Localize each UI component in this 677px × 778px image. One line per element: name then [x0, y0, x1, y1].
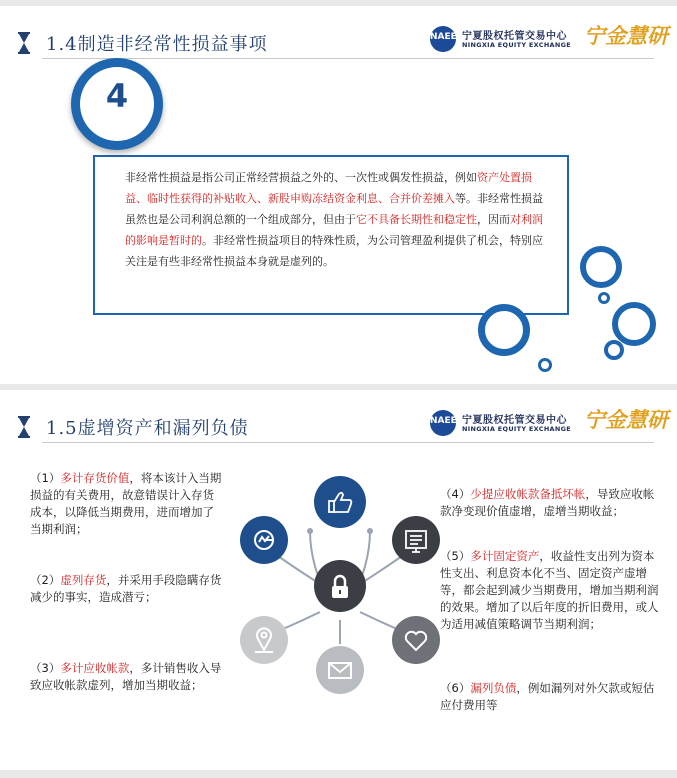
decor-ring: [598, 292, 610, 304]
title-divider: [42, 442, 654, 443]
item-num: （2）: [30, 573, 61, 587]
logo-name-cn: 宁夏股权托管交易中心: [462, 31, 567, 42]
item-key: 少提应收帐款备抵坏帐: [470, 487, 586, 501]
body-text: 。非经常性损益项目的特殊性质，为公司管理盈利提供了机会，特别应关注是有些非经常性损益本身就是虚列的。: [125, 234, 543, 268]
slide-header: [0, 390, 677, 450]
item-num: （6）: [440, 681, 471, 695]
hub-node-lower-left: [240, 616, 288, 664]
list-item: [440, 680, 660, 714]
page-title: 1.4制造非经常性损益事项: [46, 34, 268, 55]
item-num: （4）: [440, 487, 471, 501]
item-key: 多计固定资产: [470, 549, 540, 563]
hub-node-top: [314, 476, 366, 528]
decor-ring: [604, 340, 624, 360]
item-rest: ，并采用手段隐瞒存货减少的事实，造成潜亏；: [30, 573, 222, 604]
definition-text: [125, 167, 553, 272]
list-item: [30, 470, 225, 538]
badge-number: 4: [105, 77, 129, 115]
slide-2: [0, 390, 677, 770]
body-text: ，因而: [477, 213, 510, 226]
hub-node-bottom: [316, 646, 364, 694]
hourglass-icon: [18, 416, 30, 438]
decor-ring: [580, 246, 622, 288]
hub-diagram: [240, 476, 440, 696]
exchange-logo: [430, 410, 580, 442]
calligraphy-logo: 宁金慧研: [584, 23, 668, 48]
title-divider: [42, 58, 654, 59]
page-title: 1.5虚增资产和漏列负债: [46, 418, 249, 439]
logo-emblem-icon: NAEE: [430, 26, 456, 52]
list-item: [30, 572, 225, 606]
item-key: 多计应收帐款: [60, 661, 130, 675]
item-rest: ，收益性支出列为资本性支出、利息资本化不当、固定资产虚增等，都会起到减少当期费用，增加当期利润的效果。增加了以后年度的折旧费用，或人为适用减值策略调节当期利润；: [440, 549, 659, 631]
item-key: 虚列存货: [60, 573, 107, 587]
decor-ring: [612, 302, 656, 346]
logo-name-en: NINGXIA EQUITY EXCHANGE: [462, 41, 571, 49]
item-num: （3）: [30, 661, 61, 675]
item-rest: ，导致应收帐款净变现价值虚增，虚增当期收益；: [440, 487, 655, 518]
highlight-text: 资产处置损益、临时性获得的补贴收入、新股申购冻结资金利息、合并价差摊入: [125, 171, 532, 205]
item-rest: ，将本该计入当期损益的有关费用，故意错误计入存货成本，以降低当期费用，进而增加了当期利润；: [30, 471, 222, 536]
list-item: [440, 548, 660, 633]
logo-name-en: NINGXIA EQUITY EXCHANGE: [462, 425, 571, 433]
list-item: [30, 660, 225, 694]
body-text: 等。非经常性损益虽然也是公司利润总额的一个组成部分，但由于: [125, 192, 543, 226]
item-rest: ，例如漏列对外欠款或短估应付费用等: [440, 681, 655, 712]
decor-ring: [478, 304, 530, 356]
body-text: 非经常性损益是指公司正常经营损益之外的、一次性或偶发性损益，例如: [125, 171, 477, 184]
item-num: （1）: [30, 471, 61, 485]
list-item: [440, 486, 660, 520]
logo-name-cn: 宁夏股权托管交易中心: [462, 415, 567, 426]
item-key: 多计存货价值: [60, 471, 130, 485]
hourglass-icon: [18, 32, 30, 54]
calligraphy-logo: 宁金慧研: [584, 407, 668, 432]
logo-emblem-icon: NAEE: [430, 410, 456, 436]
highlight-text: 对利润的影响是暂时的: [125, 213, 543, 247]
slide-header: [0, 6, 677, 66]
item-num: （5）: [440, 549, 471, 563]
decor-ring: [538, 358, 552, 372]
slide-1: [0, 6, 677, 384]
number-badge: [71, 58, 163, 150]
highlight-text: 它不具备长期性和稳定性: [356, 213, 477, 226]
item-key: 漏列负债: [470, 681, 517, 695]
content-box: [93, 155, 569, 315]
item-rest: ，多计销售收入导致应收帐款虚列，增加当期收益；: [30, 661, 222, 692]
hub-node-lower-right: [392, 616, 440, 664]
exchange-logo: [430, 26, 580, 58]
